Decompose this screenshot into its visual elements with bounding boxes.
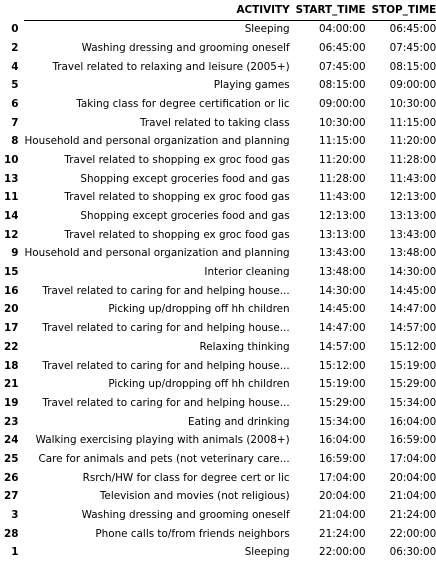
table-row [0, 356, 436, 375]
activity-cell: Interior cleaning [204, 266, 290, 279]
start-time-cell: 15:19:00 [318, 378, 366, 391]
table-row [0, 57, 436, 76]
start-time-cell: 11:20:00 [318, 153, 366, 166]
activity-cell: Picking up/dropping off hh children [108, 303, 290, 316]
table-row [0, 39, 436, 58]
stop-time-cell: 13:43:00 [389, 228, 436, 241]
stop-time-cell: 15:34:00 [366, 394, 436, 413]
stop-time-cell: 11:28:00 [389, 153, 436, 166]
activity-column-header: ACTIVITY [24, 0, 289, 20]
row-index: 19 [0, 394, 24, 413]
activity-cell: Picking up/dropping off hh children [108, 378, 290, 391]
stop-time-cell: 11:20:00 [366, 132, 436, 151]
stop-time-cell: 11:15:00 [389, 116, 436, 129]
table-row [0, 338, 436, 357]
row-index: 10 [4, 153, 19, 166]
stop-time-cell: 07:45:00 [389, 41, 436, 54]
stop-time-cell: 16:04:00 [389, 415, 436, 428]
table-row [0, 300, 436, 319]
start-time-cell: 21:04:00 [290, 506, 366, 525]
stop-time-cell: 22:00:00 [389, 527, 436, 540]
table-row [0, 20, 436, 39]
row-index: 6 [0, 95, 24, 114]
start-time-cell: 08:15:00 [318, 79, 366, 92]
table-row [0, 525, 436, 544]
table-row [0, 412, 436, 431]
activity-cell: Washing dressing and grooming oneself [81, 41, 290, 54]
row-index: 23 [4, 415, 19, 428]
stop-time-cell: 06:30:00 [366, 543, 436, 562]
table-row [0, 207, 436, 226]
table-row [0, 113, 436, 132]
stop-time-cell: 09:00:00 [389, 79, 436, 92]
start-time-cell: 13:48:00 [318, 266, 366, 279]
row-index: 25 [4, 452, 19, 465]
start-time-cell: 14:45:00 [318, 303, 366, 316]
activity-cell: Shopping except groceries food and gas [24, 170, 289, 189]
table-row [0, 263, 436, 282]
start-time-cell: 04:00:00 [290, 20, 366, 39]
activity-cell: Travel related to caring for and helping house... [24, 356, 289, 375]
row-index: 2 [11, 41, 19, 54]
row-index: 22 [4, 340, 19, 353]
stop-time-cell: 14:30:00 [389, 266, 436, 279]
row-index: 14 [0, 207, 24, 226]
row-index: 4 [0, 57, 24, 76]
table-row [0, 76, 436, 95]
start-time-cell: 13:13:00 [318, 228, 366, 241]
start-time-cell: 20:04:00 [318, 490, 366, 503]
activity-cell: Washing dressing and grooming oneself [24, 506, 289, 525]
stop-time-cell: 20:04:00 [366, 469, 436, 488]
stop-time-cell: 13:48:00 [366, 244, 436, 263]
activity-cell: Walking exercising playing with animals (2008+) [24, 431, 289, 450]
start-time-cell: 14:47:00 [290, 319, 366, 338]
activity-cell: Shopping except groceries food and gas [24, 207, 289, 226]
start-time-cell: 09:00:00 [290, 95, 366, 114]
stop-time-cell: 13:13:00 [366, 207, 436, 226]
start-time-cell: 15:34:00 [318, 415, 366, 428]
index-column-header [0, 0, 24, 20]
start-time-cell: 13:43:00 [290, 244, 366, 263]
row-index: 9 [0, 244, 24, 263]
stop-time-cell: 15:12:00 [389, 340, 436, 353]
start-time-column-header: START_TIME [290, 0, 366, 20]
start-time-cell: 10:30:00 [318, 116, 366, 129]
stop-time-cell: 14:47:00 [389, 303, 436, 316]
stop-time-cell: 15:29:00 [389, 378, 436, 391]
stop-time-cell: 06:45:00 [366, 20, 436, 39]
stop-time-cell: 12:13:00 [389, 191, 436, 204]
table-body [0, 20, 436, 562]
stop-time-cell: 17:04:00 [389, 452, 436, 465]
table-row [0, 487, 436, 506]
row-index: 18 [0, 356, 24, 375]
activity-cell: Relaxing thinking [199, 340, 290, 353]
table-row [0, 543, 436, 562]
row-index: 5 [11, 79, 19, 92]
start-time-cell: 22:00:00 [290, 543, 366, 562]
start-time-cell: 06:45:00 [318, 41, 366, 54]
table-row [0, 319, 436, 338]
activity-cell: Travel related to shopping ex groc food gas [64, 191, 290, 204]
activity-cell: Playing games [213, 79, 290, 92]
row-index: 28 [4, 527, 19, 540]
row-index: 1 [0, 543, 24, 562]
activity-cell: Rsrch/HW for class for degree cert or lic [24, 469, 289, 488]
stop-time-cell: 21:04:00 [389, 490, 436, 503]
activity-cell: Travel related to shopping ex groc food gas [64, 153, 290, 166]
start-time-cell: 14:30:00 [290, 282, 366, 301]
activity-cell: Travel related to caring for and helping house... [24, 319, 289, 338]
start-time-cell: 12:13:00 [290, 207, 366, 226]
start-time-cell: 14:57:00 [318, 340, 366, 353]
row-index: 3 [0, 506, 24, 525]
activity-cell: Eating and drinking [187, 415, 290, 428]
activity-cell: Household and personal organization and planning [24, 132, 289, 151]
table-row [0, 506, 436, 525]
activity-cell: Travel related to taking class [140, 116, 290, 129]
table-row [0, 469, 436, 488]
stop-time-cell: 15:19:00 [366, 356, 436, 375]
activity-cell: Taking class for degree certification or lic [24, 95, 289, 114]
start-time-cell: 07:45:00 [290, 57, 366, 76]
start-time-cell: 11:43:00 [318, 191, 366, 204]
table-row [0, 450, 436, 469]
row-index: 27 [4, 490, 19, 503]
row-index: 13 [0, 170, 24, 189]
row-index: 11 [4, 191, 19, 204]
table-row [0, 151, 436, 170]
table-row [0, 244, 436, 263]
stop-time-column-header: STOP_TIME [366, 0, 436, 20]
stop-time-cell: 14:45:00 [366, 282, 436, 301]
activity-cell: Travel related to relaxing and leisure (2005+) [24, 57, 289, 76]
row-index: 26 [0, 469, 24, 488]
start-time-cell: 16:59:00 [318, 452, 366, 465]
activity-cell: Sleeping [24, 20, 289, 39]
activity-cell: Television and movies (not religious) [99, 490, 290, 503]
row-index: 7 [11, 116, 19, 129]
table-row [0, 226, 436, 245]
row-index: 12 [4, 228, 19, 241]
row-index: 17 [0, 319, 24, 338]
start-time-cell: 11:15:00 [290, 132, 366, 151]
stop-time-cell: 21:24:00 [366, 506, 436, 525]
activity-cell: Sleeping [24, 543, 289, 562]
table-row [0, 132, 436, 151]
row-index: 24 [0, 431, 24, 450]
activity-cell: Travel related to caring for and helping house... [24, 282, 289, 301]
row-index: 16 [0, 282, 24, 301]
stop-time-cell: 14:57:00 [366, 319, 436, 338]
table-row [0, 431, 436, 450]
start-time-cell: 15:29:00 [290, 394, 366, 413]
table-row [0, 170, 436, 189]
row-index: 15 [4, 266, 19, 279]
table-row [0, 282, 436, 301]
activity-cell: Travel related to shopping ex groc food gas [64, 228, 290, 241]
table-row [0, 188, 436, 207]
row-index: 0 [0, 20, 24, 39]
row-index: 8 [0, 132, 24, 151]
stop-time-cell: 11:43:00 [366, 170, 436, 189]
activity-cell: Travel related to caring for and helping house... [24, 394, 289, 413]
activity-cell: Phone calls to/from friends neighbors [95, 527, 290, 540]
stop-time-cell: 16:59:00 [366, 431, 436, 450]
activity-cell: Household and personal organization and planning [24, 244, 289, 263]
start-time-cell: 17:04:00 [290, 469, 366, 488]
table-row [0, 95, 436, 114]
row-index: 21 [4, 378, 19, 391]
stop-time-cell: 08:15:00 [366, 57, 436, 76]
start-time-cell: 11:28:00 [290, 170, 366, 189]
start-time-cell: 21:24:00 [318, 527, 366, 540]
activity-cell: Care for animals and pets (not veterinary care... [38, 452, 290, 465]
header-row [0, 0, 436, 20]
start-time-cell: 16:04:00 [290, 431, 366, 450]
table-row [0, 394, 436, 413]
start-time-cell: 15:12:00 [290, 356, 366, 375]
stop-time-cell: 10:30:00 [366, 95, 436, 114]
table-row [0, 375, 436, 394]
row-index: 20 [4, 303, 19, 316]
